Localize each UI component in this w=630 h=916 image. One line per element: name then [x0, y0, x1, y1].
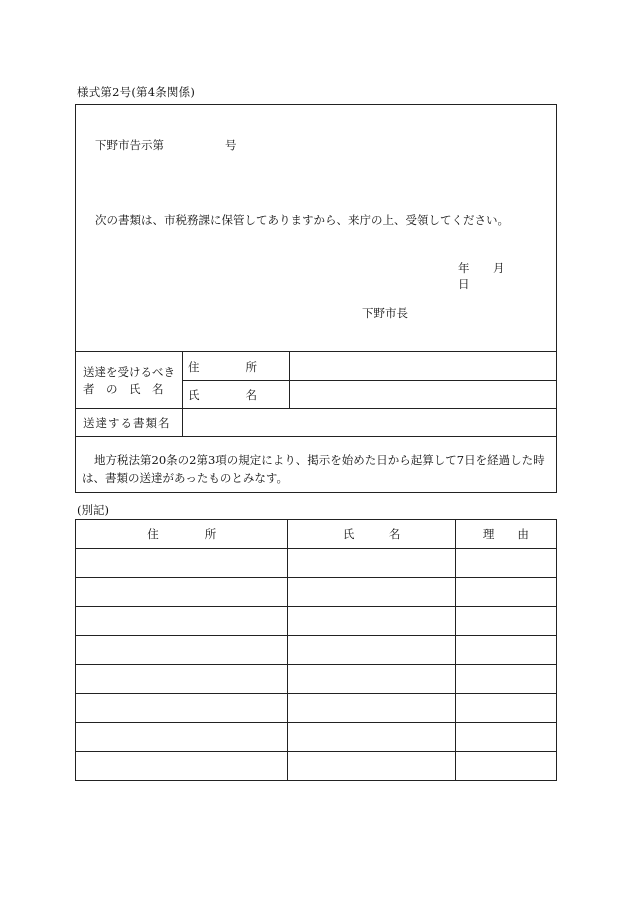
name-cell[interactable] [288, 549, 455, 578]
notice-number-prefix: 下野市告示第 [95, 138, 164, 152]
address-cell[interactable] [76, 578, 288, 607]
issuer-name: 下野市長 [362, 306, 408, 320]
notice-header-area [76, 105, 556, 351]
name-cell[interactable] [288, 607, 455, 636]
table-row [76, 752, 557, 781]
recipient-label-line2: 者 の 氏 名 [83, 382, 164, 396]
date-day: 日 [458, 277, 470, 291]
notice-number-suffix: 号 [225, 138, 237, 152]
reason-cell[interactable] [455, 549, 556, 578]
name-cell[interactable] [288, 723, 455, 752]
table-row [76, 578, 557, 607]
name-field[interactable] [290, 381, 555, 407]
table-row [76, 694, 557, 723]
legal-footnote: 地方税法第20条の2第3項の規定により、掲示を始めた日から起算して7日を経過した時は、書類の送達があったものとみなす。 [82, 453, 545, 485]
public-notice-form [75, 104, 557, 493]
address-cell[interactable] [76, 549, 288, 578]
recipient-label-line1: 送達を受けるべき [83, 365, 175, 379]
notice-number [95, 137, 237, 153]
form-number-label: 様式第2号(第4条関係) [77, 85, 196, 99]
table-row [76, 549, 557, 578]
reason-cell[interactable] [455, 607, 556, 636]
name-cell[interactable] [288, 694, 455, 723]
table-row [76, 665, 557, 694]
name-label: 氏 名 [188, 388, 257, 402]
document-name-label: 送達する書類名 [83, 416, 171, 430]
name-cell[interactable] [288, 636, 455, 665]
address-cell[interactable] [76, 636, 288, 665]
appendix-label: (別記) [77, 503, 109, 517]
date-year: 年 [458, 261, 470, 275]
appendix-table-body [76, 549, 557, 781]
address-cell[interactable] [76, 607, 288, 636]
name-cell[interactable] [288, 752, 455, 781]
header-reason: 理 由 [455, 520, 556, 549]
appendix-table [75, 519, 557, 781]
name-cell[interactable] [288, 578, 455, 607]
address-cell[interactable] [76, 752, 288, 781]
address-cell[interactable] [76, 665, 288, 694]
address-cell[interactable] [76, 723, 288, 752]
address-cell[interactable] [76, 694, 288, 723]
address-label: 住 所 [188, 360, 257, 374]
table-row [76, 723, 557, 752]
reason-cell[interactable] [455, 636, 556, 665]
name-cell[interactable] [288, 665, 455, 694]
reason-cell[interactable] [455, 694, 556, 723]
table-row [76, 607, 557, 636]
header-name: 氏 名 [288, 520, 455, 549]
notice-body-text: 次の書類は、市税務課に保管してありますから、来庁の上、受領してください。 [95, 213, 509, 227]
divider [76, 436, 556, 437]
reason-cell[interactable] [455, 723, 556, 752]
table-header-row [76, 520, 557, 549]
reason-cell[interactable] [455, 578, 556, 607]
reason-cell[interactable] [455, 665, 556, 694]
table-row [76, 636, 557, 665]
document-name-field[interactable] [183, 409, 555, 435]
reason-cell[interactable] [455, 752, 556, 781]
notice-date [458, 260, 556, 292]
header-address: 住 所 [76, 520, 288, 549]
address-field[interactable] [290, 352, 555, 379]
date-month: 月 [493, 261, 505, 275]
